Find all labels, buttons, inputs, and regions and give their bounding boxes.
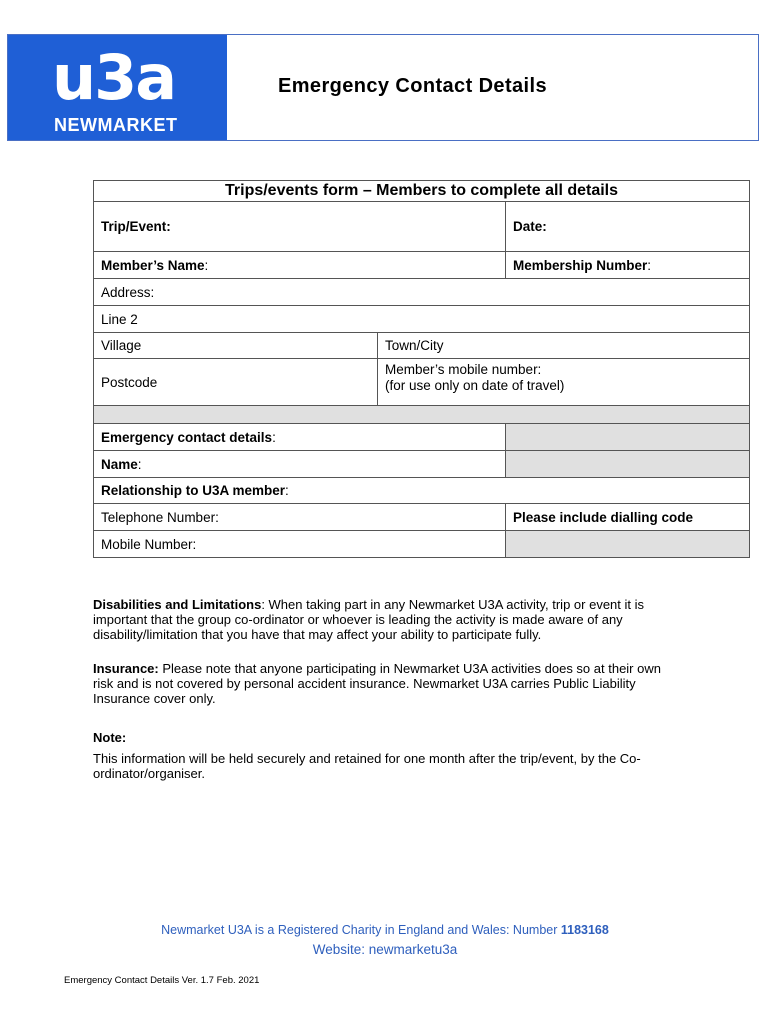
address-label: Address:	[101, 284, 155, 300]
mobile-label: Mobile Number:	[101, 536, 197, 552]
membership-number-colon: :	[647, 257, 652, 273]
note-label: Note:	[93, 730, 127, 745]
postcode-field[interactable]	[94, 359, 378, 406]
charity-number: 1183168	[560, 923, 609, 937]
membership-number-field[interactable]	[506, 252, 750, 279]
telephone-field[interactable]	[94, 504, 506, 531]
emergency-details-colon: :	[272, 429, 276, 445]
disabilities-text: : When taking part in any Newmarket U3A activity, trip or event it is important that the group co-ordinator or whoever is leading the activity is made aware of any disability/limitation that you have that may affect your ability to participate fully.	[93, 597, 644, 642]
logo-sub-text: NEWMARKET	[54, 115, 178, 135]
separator-row	[94, 406, 750, 424]
charity-text: Newmarket U3A is a Registered Charity in England and Wales: Number	[161, 923, 561, 937]
village-field[interactable]	[94, 333, 378, 359]
relationship-colon: :	[285, 483, 289, 498]
postcode-label: Postcode	[101, 374, 158, 390]
insurance-label: Insurance:	[93, 661, 159, 676]
trip-form-table	[93, 180, 750, 558]
member-name-field[interactable]	[94, 252, 506, 279]
address-field[interactable]	[94, 279, 750, 306]
mobile-field[interactable]	[94, 531, 506, 558]
website-link[interactable]: Website: newmarketu3a	[312, 942, 458, 957]
date-label: Date:	[513, 219, 547, 234]
grey-cell	[506, 451, 750, 478]
town-city-field[interactable]	[378, 333, 750, 359]
membership-number-label: Membership Number	[513, 257, 648, 273]
dialling-code-note: Please include dialling code	[506, 504, 750, 531]
mobile-number-field[interactable]	[378, 359, 750, 406]
name-colon: :	[137, 456, 142, 472]
grey-cell	[506, 531, 750, 558]
village-label: Village	[101, 338, 142, 353]
header-box	[7, 34, 759, 141]
town-city-label: Town/City	[385, 338, 444, 353]
note-text: This information will be held securely and retained for one month after the trip/event, by the Co-ordinator/organiser.	[93, 751, 641, 781]
grey-cell	[506, 424, 750, 451]
disabilities-label: Disabilities and Limitations	[93, 597, 262, 612]
version-text: Emergency Contact Details Ver. 1.7 Feb. 2021	[64, 975, 260, 986]
line2-field[interactable]	[94, 306, 750, 333]
line2-label: Line 2	[101, 311, 138, 327]
emergency-details-label: Emergency contact details	[101, 429, 273, 445]
u3a-logo	[8, 35, 227, 140]
member-name-label: Member’s Name	[101, 257, 205, 273]
relationship-label: Relationship to U3A member	[101, 483, 286, 498]
insurance-paragraph	[93, 661, 683, 706]
logo-main-text: u3a	[52, 41, 176, 114]
disabilities-paragraph	[93, 597, 683, 642]
insurance-text: Please note that anyone participating in Newmarket U3A activities does so at their own risk and is not covered by personal accident insurance. Newmarket U3A carries Public Liability Insurance cover only.	[93, 661, 661, 706]
name-field[interactable]	[94, 451, 506, 478]
charity-statement	[0, 923, 770, 937]
trip-event-label: Trip/Event:	[101, 219, 171, 234]
member-name-colon: :	[204, 257, 209, 273]
emergency-details-field	[94, 424, 506, 451]
form-heading: Trips/events form – Members to complete all details	[94, 181, 750, 202]
telephone-label: Telephone Number:	[101, 509, 219, 525]
mobile-label-line1: Member’s mobile number:	[385, 362, 542, 377]
relationship-field[interactable]	[94, 478, 750, 504]
name-label: Name	[101, 456, 138, 472]
document-title: Emergency Contact Details	[278, 75, 547, 97]
trip-event-field[interactable]	[94, 202, 506, 252]
mobile-label-line2: (for use only on date of travel)	[385, 378, 565, 393]
date-field[interactable]	[506, 202, 750, 252]
